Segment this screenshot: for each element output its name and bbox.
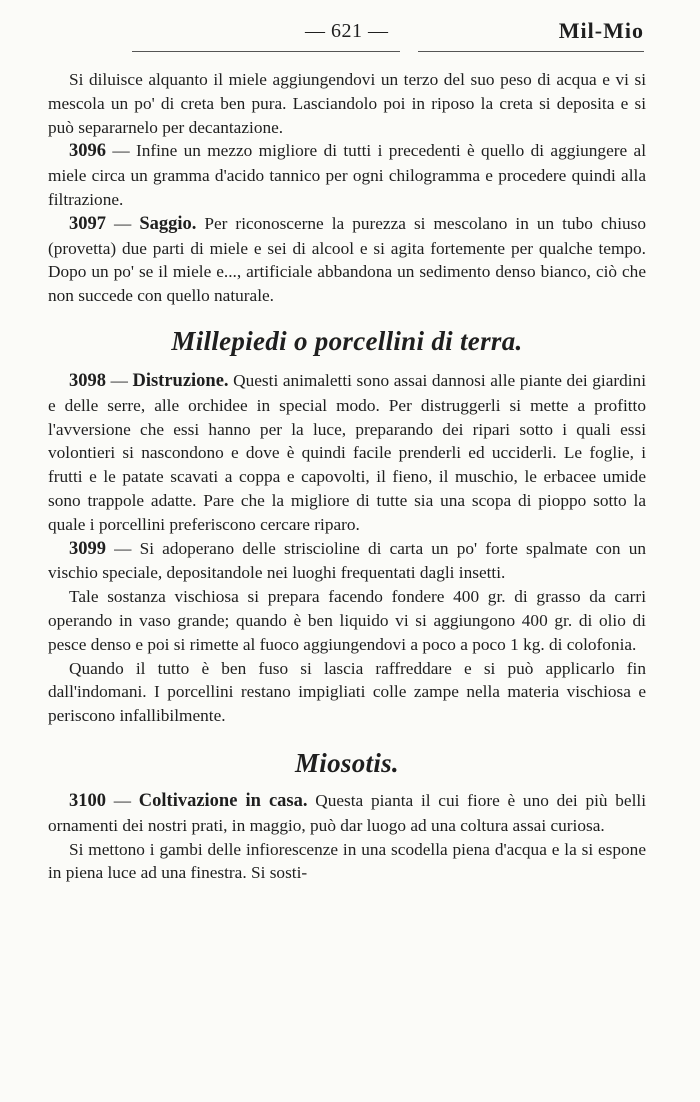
item-number: 3099 [69, 538, 106, 559]
item-number: 3096 [69, 141, 106, 162]
paragraph-text: Per riconoscerne la purezza si mescolano in un tubo chiuso (provetta) due parti di miele e sei di alcool e si agita fortemente per qualche tempo. Dopo un po' se il miele e..., artificiale abbandona un sedimento denso bianco, ciò che non succede con quello naturale. [48, 213, 647, 306]
paragraph-3099 [48, 537, 646, 586]
paragraph-tale: Tale sostanza vischiosa si prepara facendo fondere 400 gr. di grasso da carri operando in vaso grande; quando è ben liquido vi si aggiungono 400 gr. di olio di pesce denso e poi si rimette al fuoco aggiungendovi a poco a poco 1 kg. di colofonia. [48, 587, 646, 654]
page-header [0, 16, 700, 56]
separator: — [106, 790, 139, 810]
separator: — [106, 370, 133, 390]
lead-heading: Distruzione. [132, 370, 229, 391]
page-body [48, 68, 646, 885]
page-number: — 621 — [305, 20, 389, 42]
paragraph-text: Questa pianta il cui fiore è uno dei più belli ornamenti dei nostri prati, in maggio, può dar luogo ad una coltura assai curiosa. [48, 790, 646, 835]
lead-heading: Saggio. [139, 213, 197, 234]
paragraph-3096 [48, 139, 646, 211]
paragraph-last: Si mettono i gambi delle infiorescenze in una scodella piena d'acqua e la si espone in piena luce ad una finestra. Si sosti- [48, 839, 646, 883]
lead-heading: Coltivazione in casa. [138, 790, 308, 811]
header-rule-left [132, 51, 400, 52]
paragraph-text: — Si adoperano delle striscioline di carta un po' forte spalmate con un vischio speciale, depositandole nei luoghi frequentati dagli insetti. [48, 538, 646, 583]
paragraph-3097 [48, 212, 646, 308]
section-title-millepiedi: Millepiedi o porcellini di terra. [171, 325, 523, 356]
paragraph-3098 [48, 369, 646, 537]
item-number: 3098 [69, 370, 106, 391]
item-number: 3100 [69, 790, 106, 811]
item-number: 3097 [69, 213, 106, 234]
paragraph-text: — Infine un mezzo migliore di tutti i precedenti è quello di aggiungere al miele circa un gramma d'acido tannico per ogni chilogramma e procedere quindi alla filtrazione. [48, 141, 646, 209]
paragraph-quando: Quando il tutto è ben fuso si lascia raffreddare e si può applicarlo fin dall'indomani. I porcellini restano impigliati colle zampe nella materia vischiosa e periscono infallibilmente. [48, 658, 646, 726]
section-title-miosotis: Miosotis. [295, 747, 399, 778]
paragraph-3100 [48, 789, 646, 838]
paragraph-continuation: Si diluisce alquanto il miele aggiungendovi un terzo del suo peso di acqua e vi si mescola un po' di creta ben pura. Lasciandolo poi in riposo la creta si deposita e si può separarnelo per decantazione. [48, 70, 646, 137]
header-rule-right [418, 51, 644, 52]
paragraph-text: Questi animaletti sono assai dannosi alle piante dei giardini e delle serre, alle orchidee in special modo. Per distruggerli si mette a profitto l'avversione che essi hanno per la luce, preparando dei ripari sotto i quali essi volontieri si nascondono e dove è quindi facile prenderli ed ucciderli. Le foglie, i frutti e le patate scavati a coppa e capovolti, il fieno, il muschio, le erbacee umide sono trappole adatte. Pare che la migliore di tutte sia una scopa di pioppo sotto la quale i porcellini preferiscono cercare riparo. [48, 370, 647, 534]
separator: — [106, 213, 140, 233]
running-head: Mil-Mio [558, 18, 644, 43]
